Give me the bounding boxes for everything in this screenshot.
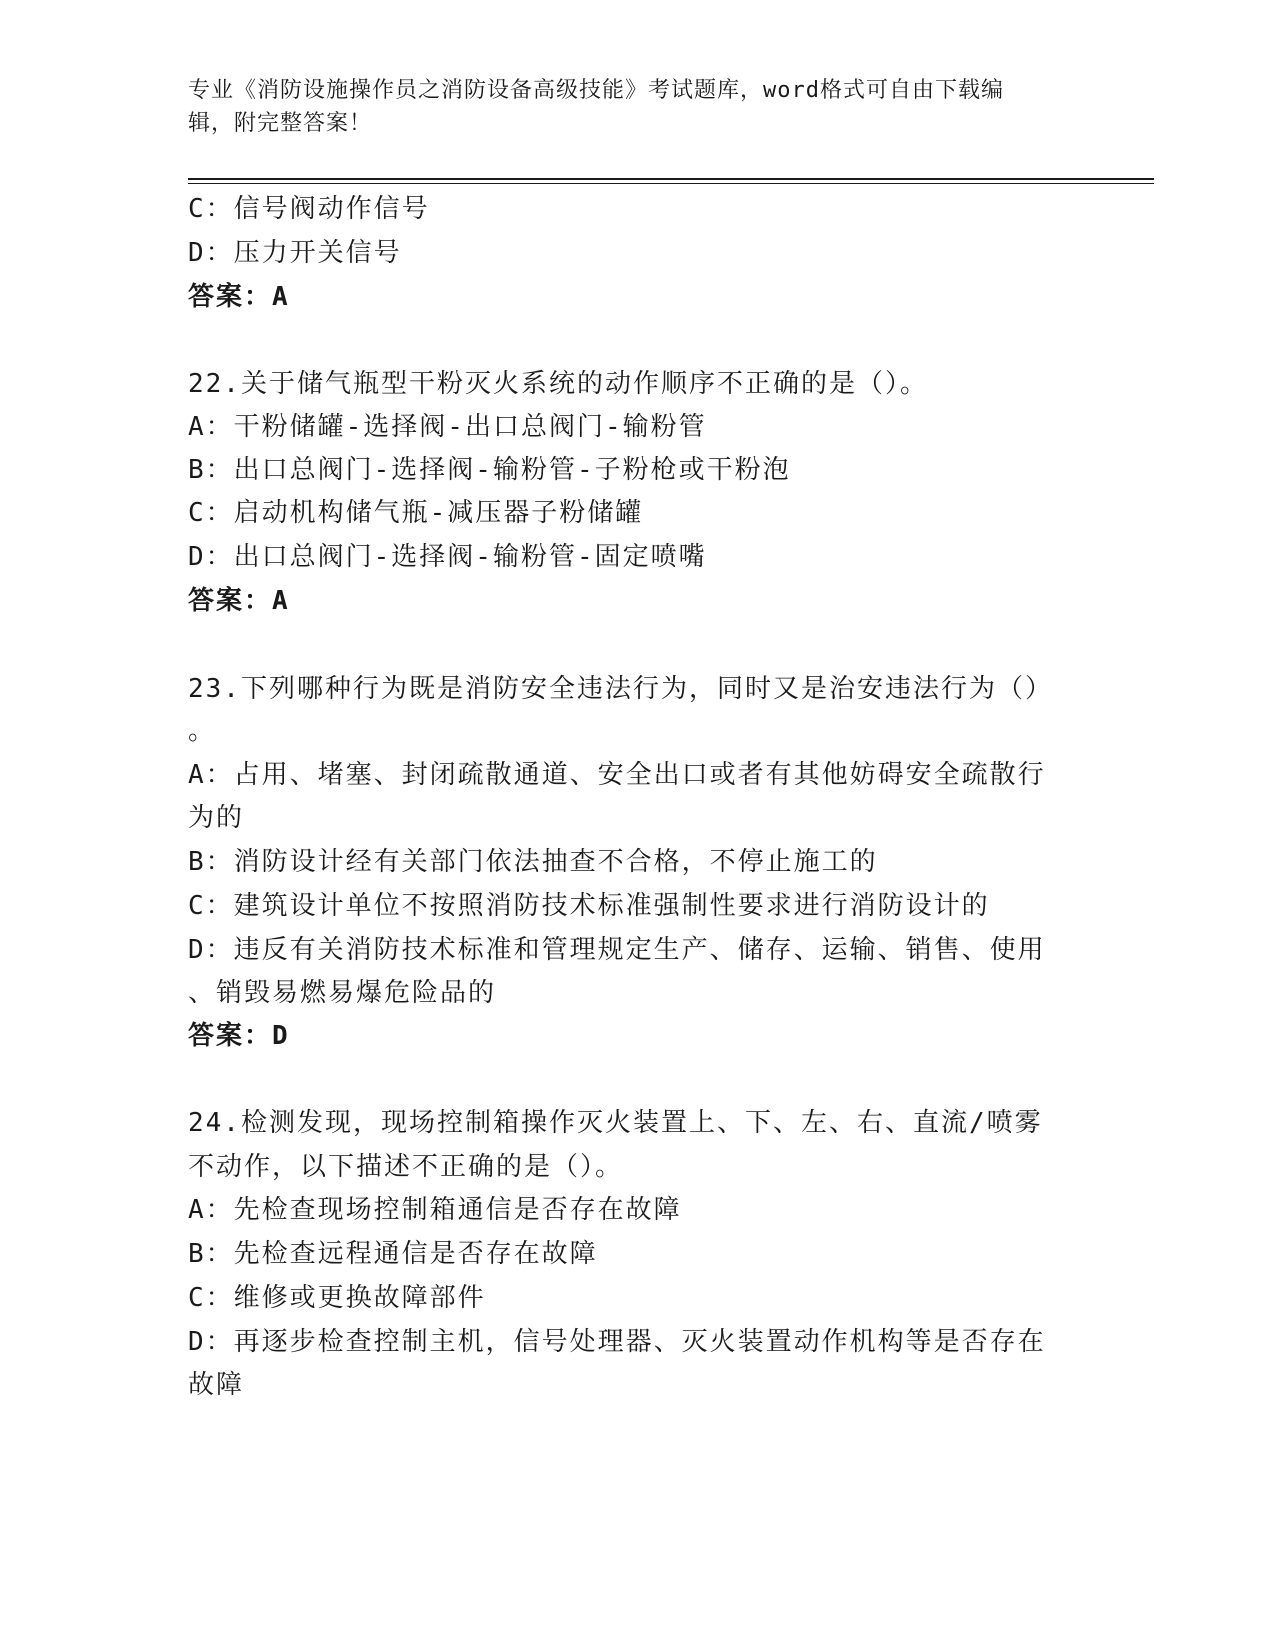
header-line-2: 辑，附完整答案！ [188,111,373,136]
option-a-cont: 为的 [188,803,245,833]
option-d-cont: 故障 [188,1370,245,1400]
answer: 答案：A [188,586,290,616]
option-c: C：建筑设计单位不按照消防技术标准强制性要求进行消防设计的 [188,891,990,921]
header-line-1: 专业《消防设施操作员之消防设备高级技能》考试题库，word格式可自由下载编 [188,78,1004,103]
option-a: A：占用、堵塞、封闭疏散通道、安全出口或者有其他妨碍安全疏散行 [188,760,1046,790]
answer: 答案：A [188,282,290,312]
question-stem: 24.检测发现，现场控制箱操作灭火装置上、下、左、右、直流/喷雾 [188,1108,1043,1138]
option-c: C：维修或更换故障部件 [188,1283,486,1313]
header-rule-thick [188,178,1154,180]
option-b: B：先检查远程通信是否存在故障 [188,1239,598,1269]
option-d: D：再逐步检查控制主机，信号处理器、灭火装置动作机构等是否存在 [188,1327,1046,1357]
option-d: D：违反有关消防技术标准和管理规定生产、储存、运输、销售、使用 [188,935,1046,965]
question-stem: 22.关于储气瓶型干粉灭火系统的动作顺序不正确的是（）。 [188,369,928,399]
option-b: B：出口总阀门-选择阀-输粉管-子粉枪或干粉泡 [188,455,791,485]
option-c: C：信号阀动作信号 [188,194,430,224]
option-c: C：启动机构储气瓶-减压器子粉储罐 [188,498,644,528]
answer: 答案：D [188,1021,290,1051]
header-rule-thin [188,183,1154,184]
option-d-cont: 、销毁易燃易爆危险品的 [188,978,497,1008]
option-a: A：先检查现场控制箱通信是否存在故障 [188,1195,682,1225]
option-d: D：压力开关信号 [188,238,402,268]
option-d: D：出口总阀门-选择阀-输粉管-固定喷嘴 [188,542,707,572]
option-a: A：干粉储罐-选择阀-出口总阀门-输粉管 [188,412,707,442]
question-stem-cont: 不动作，以下描述不正确的是（）。 [188,1152,624,1182]
question-stem: 23.下列哪种行为既是消防安全违法行为，同时又是治安违法行为（） [188,674,1053,704]
page-header [188,74,1068,140]
question-stem-cont: 。 [188,716,217,746]
option-b: B：消防设计经有关部门依法抽查不合格，不停止施工的 [188,847,878,877]
